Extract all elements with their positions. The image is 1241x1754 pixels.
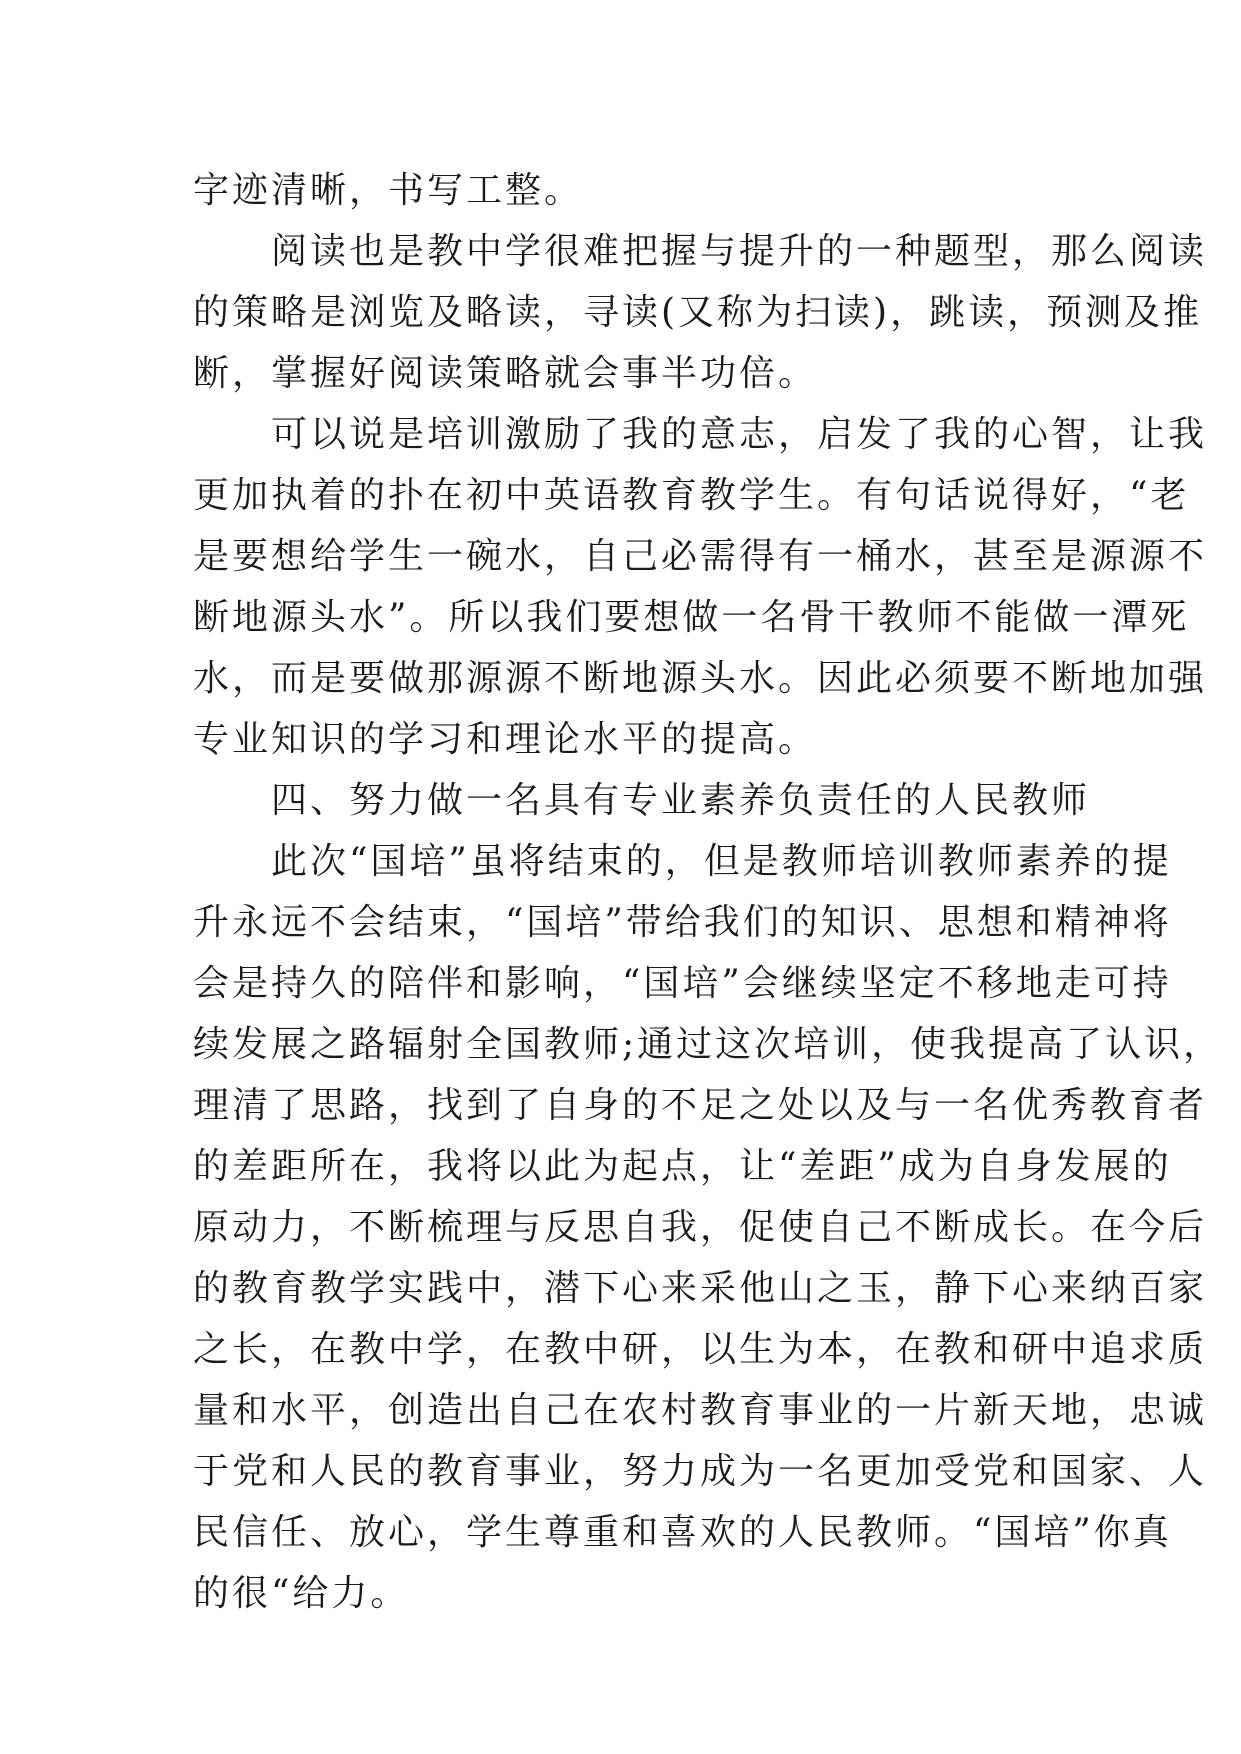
text-line: 断，掌握好阅读策略就会事半功倍。 — [193, 353, 818, 394]
paragraph-start-line: 可以说是培训激励了我的意志，启发了我的心智，让我 — [271, 414, 1208, 455]
text-line: 原动力，不断梳理与反思自我，促使自己不断成长。在今后 — [193, 1207, 1208, 1248]
body-text — [193, 160, 1223, 1624]
text-line: 的差距所在，我将以此为起点，让“差距”成为自身发展的 — [193, 1146, 1172, 1187]
text-line: 的策略是浏览及略读，寻读(又称为扫读)，跳读，预测及推 — [193, 292, 1203, 333]
text-line: 升永远不会结束，“国培”带给我们的知识、思想和精神将 — [193, 902, 1172, 943]
text-line: 量和水平，创造出自己在农村教育事业的一片新天地，忠诚 — [193, 1390, 1208, 1431]
text-line: 会是持久的陪伴和影响，“国培”会继续坚定不移地走可持 — [193, 963, 1172, 1004]
text-line: 续发展之路辐射全国教师;通过这次培训，使我提高了认识， — [193, 1024, 1223, 1065]
paragraph-start-line: 此次“国培”虽将结束的，但是教师培训教师素养的提 — [271, 841, 1172, 882]
text-line: 于党和人民的教育事业，努力成为一名更加受党和国家、人 — [193, 1451, 1208, 1492]
text-line: 水，而是要做那源源不断地源头水。因此必须要不断地加强 — [193, 658, 1208, 699]
text-line: 字迹清晰，书写工整。 — [193, 170, 584, 211]
text-line: 更加执着的扑在初中英语教育教学生。有句话说得好，“老 — [193, 475, 1190, 516]
text-line: 是要想给学生一碗水，自己必需得有一桶水，甚至是源源不 — [193, 536, 1208, 577]
text-line: 民信任、放心，学生尊重和喜欢的人民教师。“国培”你真 — [193, 1512, 1172, 1553]
text-line: 专业知识的学习和理论水平的提高。 — [193, 719, 818, 760]
text-line: 之长，在教中学，在教中研，以生为本，在教和研中追求质 — [193, 1329, 1208, 1370]
text-line: 的教育教学实践中，潜下心来采他山之玉，静下心来纳百家 — [193, 1268, 1208, 1309]
text-line: 理清了思路，找到了自身的不足之处以及与一名优秀教育者 — [193, 1085, 1208, 1126]
text-line: 断地源头水”。所以我们要想做一名骨干教师不能做一潭死 — [193, 597, 1190, 638]
section-heading: 四、努力做一名具有专业素养负责任的人民教师 — [271, 780, 1091, 821]
paragraph-start-line: 阅读也是教中学很难把握与提升的一种题型，那么阅读 — [271, 231, 1208, 272]
text-line: 的很“给力。 — [193, 1573, 410, 1614]
